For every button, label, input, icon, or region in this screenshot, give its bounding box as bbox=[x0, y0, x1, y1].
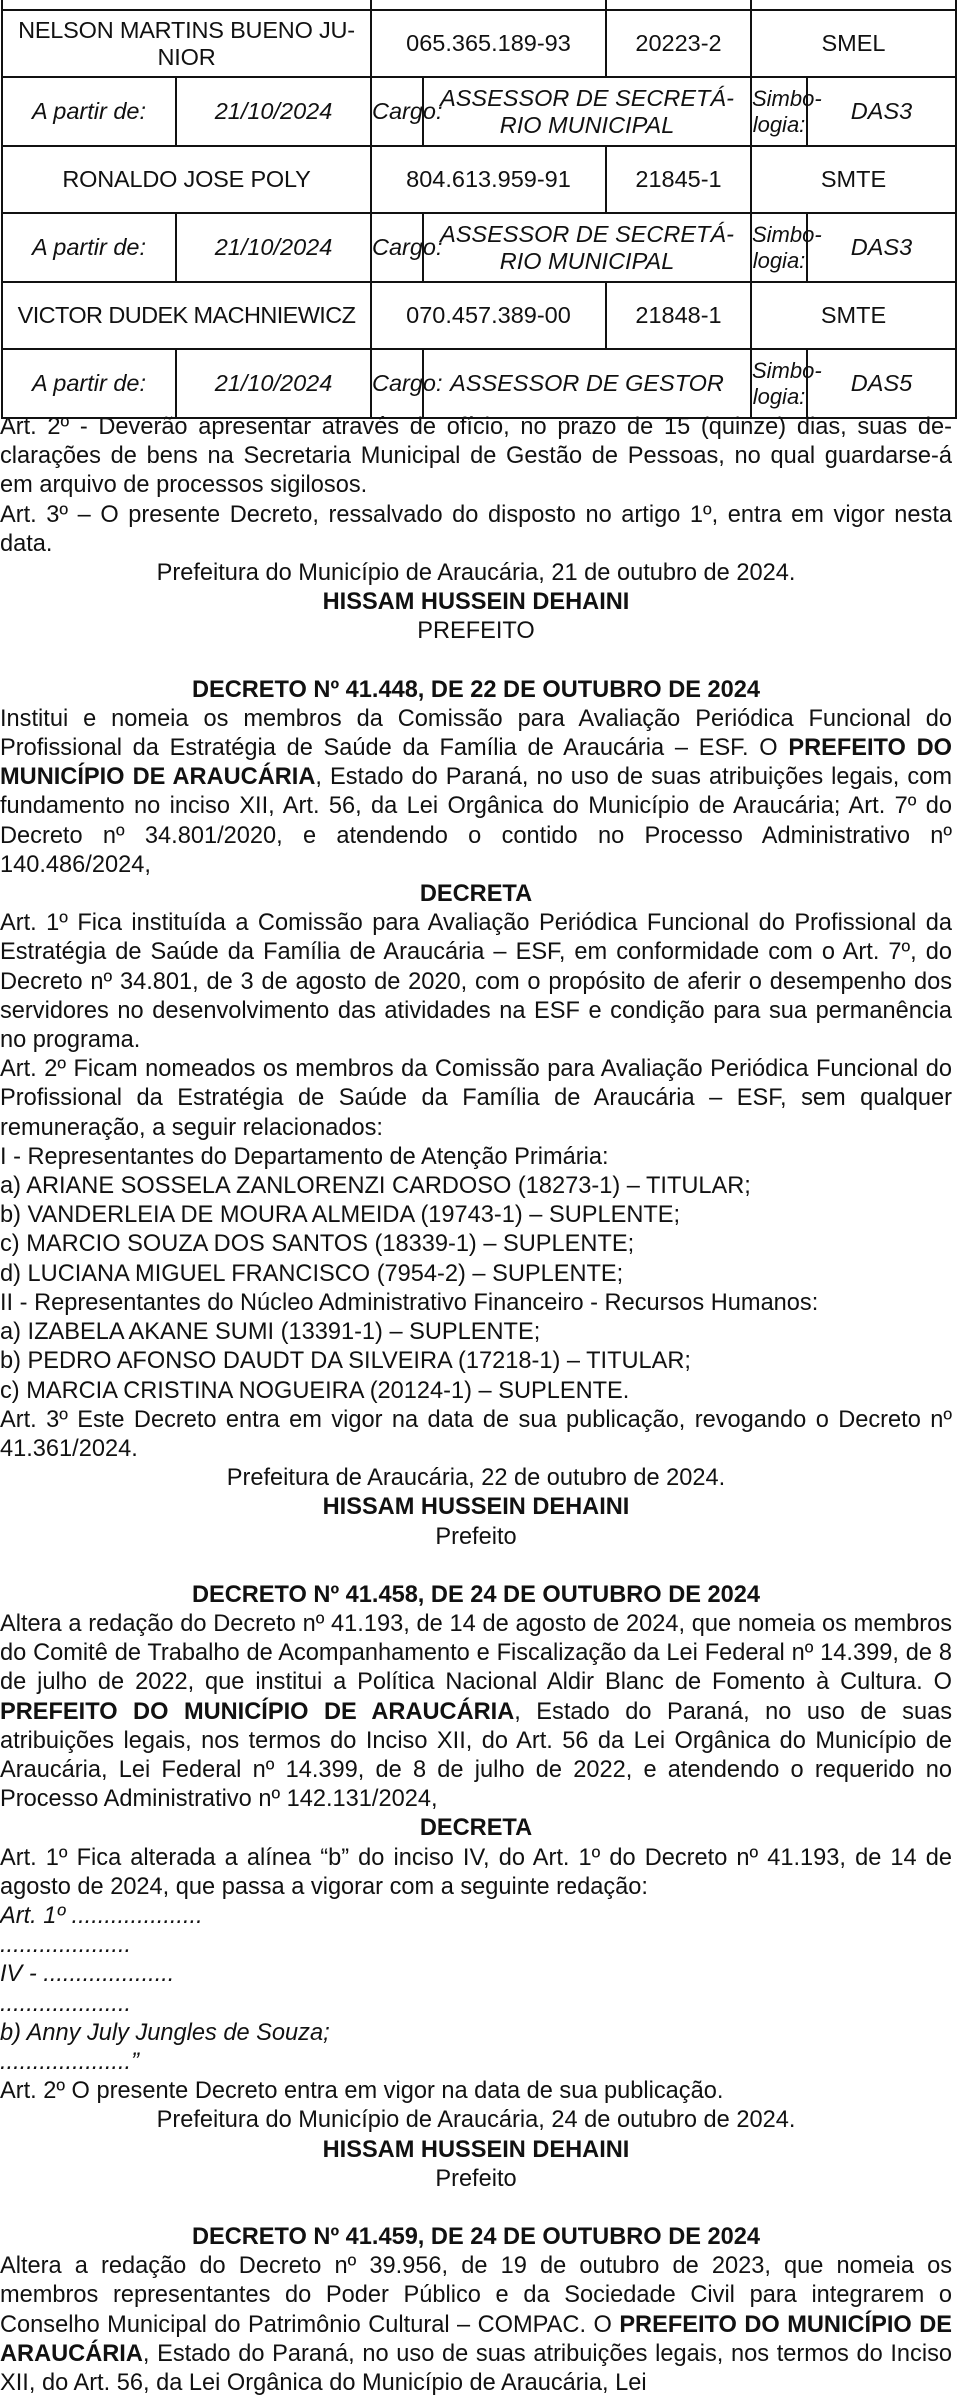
preamble-authority: PREFEITO DO MUNICÍPIO DE ARAUCÁRIA bbox=[0, 735, 952, 791]
spacer bbox=[0, 2194, 952, 2223]
signer-name: HISSAM HUSSEIN DEHAINI bbox=[322, 589, 630, 616]
quoted-line: IV - .................... bbox=[0, 1961, 175, 1988]
article-3: Art. 3º – O presente Decreto, ressalvado do disposto no artigo 1º, entra em vigor nesta data. bbox=[0, 501, 952, 557]
start-date: 21/10/2024 bbox=[176, 213, 371, 282]
top-cell bbox=[2, 0, 371, 10]
cargo-value: ASSESSOR DE GESTOR bbox=[423, 349, 751, 418]
preamble-text: , Estado do Paraná, no uso de suas atribuições legais, nos termos do Inciso XII, do Art. 56 da Lei Orgânica do Município de Araucária, Lei Federal nº 14.399, de 8 de julho de 2022, e atendendo o requerido no Processo Administrativo nº 142.131/2024, bbox=[0, 1698, 953, 1813]
employee-registration: 20223-2 bbox=[606, 10, 751, 77]
symbology-value: DAS3 bbox=[807, 213, 956, 282]
table-row-detail bbox=[2, 349, 956, 418]
member-item: c) MARCIO SOUZA DOS SANTOS (18339-1) – SUPLENTE; bbox=[0, 1231, 635, 1258]
article-3: Art. 3º Este Decreto entra em vigor na data de sua publicação, revogando o Decreto nº 41.361/2024. bbox=[0, 1406, 952, 1462]
place-date: Prefeitura do Município de Araucária, 21 de outubro de 2024. bbox=[156, 560, 796, 587]
spacer bbox=[0, 1552, 952, 1581]
decree-title: DECRETO Nº 41.459, DE 24 DE OUTUBRO DE 2024 bbox=[191, 2223, 761, 2250]
member-item: a) ARIANE SOSSELA ZANLORENZI CARDOSO (18273-1) – TITULAR; bbox=[0, 1173, 751, 1200]
article-1: Art. 1º Fica instituída a Comissão para Avaliação Periódica Funcional do Profissional da Estratégia de Saúde da Família de Araucária – ESF, em conformidade com o Art. 7º, do Decreto nº 34.801, de 3 de agosto de 2020, com o propósito de aferir o desempenho dos servidores no desenvolvimento das atividades na ESF e condição para sua permanência no programa. bbox=[0, 910, 952, 1054]
employee-cpf: 065.365.189-93 bbox=[371, 10, 606, 77]
member-group-heading: II - Representantes do Núcleo Administrativo Financeiro - Recursos Humanos: bbox=[0, 1289, 819, 1316]
from-label: A partir de: bbox=[2, 349, 176, 418]
table-row-detail bbox=[2, 213, 956, 282]
signer-name: HISSAM HUSSEIN DEHAINI bbox=[322, 2136, 630, 2163]
table-row bbox=[2, 146, 956, 213]
employee-department: SMTE bbox=[751, 282, 956, 349]
article-1: Art. 1º Fica alterada a alínea “b” do inciso IV, do Art. 1º do Decreto nº 41.193, de 14 de agosto de 2024, que passa a vigorar com a seguinte redação: bbox=[0, 1844, 952, 1900]
from-label: A partir de: bbox=[2, 213, 176, 282]
cargo-value: ASSESSOR DE SECRETÁ- RIO MUNICIPAL bbox=[423, 77, 751, 146]
preamble-text: Altera a redação do Decreto nº 41.193, de 14 de agosto de 2024, que nomeia os membros do Comitê de Trabalho de Acompanhamento e Fiscalização da Lei Federal nº 14.399, de 8 de julho de 2022, que institui a Política Nacional Aldir Blanc de Fomento à Cultura. O bbox=[0, 1610, 952, 1696]
preamble-text: Altera a redação do Decreto nº 39.956, de 19 de outubro de 2023, que nomeia os membros representantes do Poder Público e da Sociedade Civil para integrarem o Conselho Municipal do Patrimônio Cultural – COMPAC. O bbox=[0, 2253, 952, 2338]
decree-preamble bbox=[0, 2252, 952, 2398]
article-2: Art. 2º - Deverão apresentar através de ofício, no prazo de 15 (quinze) dias, suas declarações de bens na Secretaria Municipal de Gestão de Pessoas, no qual guardarse-á em arquivo de processos sigilosos. bbox=[0, 414, 952, 499]
employee-cpf: 804.613.959-91 bbox=[371, 146, 606, 213]
table-row bbox=[2, 282, 956, 349]
signer-role: Prefeito bbox=[435, 1523, 517, 1550]
symbology-label: Simbo- logia: bbox=[751, 349, 807, 418]
table-row-detail bbox=[2, 77, 956, 146]
preamble-text: , Estado do Paraná, no uso de suas atribuições legais, nos termos do Inciso XII, do Art. 56, da Lei Orgânica do Município de Araucária, Lei bbox=[0, 2340, 952, 2396]
employee-name: VICTOR DUDEK MACHNIEWICZ bbox=[2, 282, 371, 349]
member-group-heading: I - Representantes do Departamento de Atenção Primária: bbox=[0, 1143, 609, 1170]
employee-department: SMTE bbox=[751, 146, 956, 213]
cargo-label: Cargo: bbox=[371, 349, 423, 418]
member-item: b) VANDERLEIA DE MOURA ALMEIDA (19743-1) – SUPLENTE; bbox=[0, 1202, 681, 1229]
article-2: Art. 2º Ficam nomeados os membros da Comissão para Avaliação Periódica Funcional do Profissional da Estratégia de Saúde da Família de Araucária – ESF, sem qualquer remuneração, a seguir relacionados: bbox=[0, 1056, 952, 1141]
preamble-text: , Estado do Paraná, no uso de suas atribuições legais, com fundamento no inciso XII, Art. 56, da Lei Orgânica do Município de Araucária; Art. 7º do Decreto nº 34.801/2020, e atendendo o contido no Processo Administrativo nº 140.486/2024, bbox=[0, 764, 952, 878]
start-date: 21/10/2024 bbox=[176, 349, 371, 418]
decreta-heading: DECRETA bbox=[419, 1815, 533, 1842]
employee-department: SMEL bbox=[751, 10, 956, 77]
member-item: d) LUCIANA MIGUEL FRANCISCO (7954-2) – SUPLENTE; bbox=[0, 1260, 624, 1287]
symbology-value: DAS5 bbox=[807, 349, 956, 418]
member-item: a) IZABELA AKANE SUMI (13391-1) – SUPLENTE; bbox=[0, 1319, 541, 1346]
symbology-label: Simbo- logia: bbox=[751, 213, 807, 282]
top-cell bbox=[751, 0, 807, 10]
from-label: A partir de: bbox=[2, 77, 176, 146]
symbology-label: Simbo- logia: bbox=[751, 77, 807, 146]
decree-preamble bbox=[0, 1610, 952, 1814]
spacer bbox=[0, 647, 952, 676]
preamble-text: Institui e nomeia os membros da Comissão para Avaliação Periódica Funcional do Profissional da Estratégia de Saúde da Família de Araucária – ESF. O bbox=[0, 705, 952, 762]
employee-registration: 21848-1 bbox=[606, 282, 751, 349]
table-top-edge bbox=[2, 0, 956, 10]
cargo-value: ASSESSOR DE SECRETÁ- RIO MUNICIPAL bbox=[423, 213, 751, 282]
employee-registration: 21845-1 bbox=[606, 146, 751, 213]
cargo-label: Cargo: bbox=[371, 213, 423, 282]
top-cell bbox=[371, 0, 606, 10]
quoted-line: ....................” bbox=[0, 2048, 139, 2075]
decree-preamble bbox=[0, 705, 952, 880]
nomination-table bbox=[0, 0, 956, 413]
quoted-line: b) Anny July Jungles de Souza; bbox=[0, 2019, 330, 2046]
decree-title: DECRETO Nº 41.448, DE 22 DE OUTUBRO DE 2024 bbox=[191, 676, 761, 703]
decreta-heading: DECRETA bbox=[419, 881, 533, 908]
quoted-line: Art. 1º .................... bbox=[0, 1902, 203, 1929]
signer-role: Prefeito bbox=[435, 2165, 517, 2192]
decree-text bbox=[0, 413, 952, 2398]
quoted-line: .................... bbox=[0, 1990, 132, 2017]
place-date: Prefeitura de Araucária, 22 de outubro de 2024. bbox=[226, 1465, 726, 1492]
preamble-authority: PREFEITO DO MUNICÍPIO DE ARAUCÁRIA bbox=[0, 2311, 952, 2367]
table-row bbox=[2, 10, 956, 77]
top-cell bbox=[807, 0, 956, 10]
article-2: Art. 2º O presente Decreto entra em vigor na data de sua publicação. bbox=[0, 2078, 724, 2105]
start-date: 21/10/2024 bbox=[176, 77, 371, 146]
preamble-authority: PREFEITO DO MUNICÍPIO DE ARAUCÁRIA bbox=[0, 1698, 515, 1725]
quoted-line: .................... bbox=[0, 1932, 132, 1959]
symbology-value: DAS3 bbox=[807, 77, 956, 146]
member-item: b) PEDRO AFONSO DAUDT DA SILVEIRA (17218-1) – TITULAR; bbox=[0, 1348, 691, 1375]
signer-role: PREFEITO bbox=[417, 618, 535, 645]
place-date: Prefeitura do Município de Araucária, 24 de outubro de 2024. bbox=[156, 2107, 796, 2134]
decree-title: DECRETO Nº 41.458, DE 24 DE OUTUBRO DE 2024 bbox=[191, 1581, 761, 1608]
cargo-label: Cargo: bbox=[371, 77, 423, 146]
member-item: c) MARCIA CRISTINA NOGUEIRA (20124-1) – SUPLENTE. bbox=[0, 1377, 630, 1404]
top-cell bbox=[606, 0, 751, 10]
signer-name: HISSAM HUSSEIN DEHAINI bbox=[322, 1494, 630, 1521]
employee-cpf: 070.457.389-00 bbox=[371, 282, 606, 349]
employee-name: RONALDO JOSE POLY bbox=[2, 146, 371, 213]
employee-name: NELSON MARTINS BUENO JU- NIOR bbox=[2, 10, 371, 77]
